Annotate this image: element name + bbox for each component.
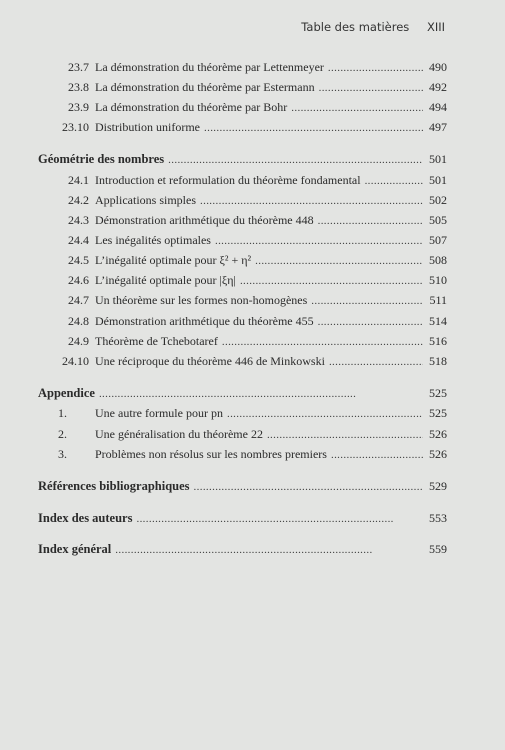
section-number: 1. [58, 406, 67, 420]
entry-title: L’inégalité optimale pour |ξη| [95, 273, 236, 287]
toc-entry [38, 233, 447, 249]
page-number: 501 [429, 152, 447, 166]
section-number: 23.10 [62, 120, 89, 134]
section-number: 24.7 [68, 293, 89, 307]
entry-title: Une réciproque du théorème 446 de Minkowski [95, 354, 325, 368]
entry-title: Introduction et reformulation du théorème fondamental [95, 173, 361, 187]
toc-entry [38, 314, 447, 330]
entry-title: Les inégalités optimales [95, 233, 211, 247]
section-number: 24.1 [68, 173, 89, 187]
entry-title: L’inégalité optimale pour ξ² + η² [95, 253, 252, 267]
section-number: 23.8 [68, 80, 89, 94]
section-number: 3. [58, 447, 67, 461]
entry-title: Distribution uniforme [95, 120, 200, 134]
leader-dots [215, 235, 423, 247]
section-number: 23.7 [68, 60, 89, 74]
toc-chapter [38, 152, 447, 168]
toc-chapter [38, 386, 447, 402]
page-number: 490 [429, 60, 447, 74]
page-number: 525 [429, 386, 447, 400]
header-page-number: XIII [426, 20, 445, 34]
entry-title: Une autre formule pour pn [95, 406, 223, 420]
toc-entry [38, 293, 447, 309]
section-number: 24.9 [68, 334, 89, 348]
running-header [301, 20, 445, 34]
page-number: 526 [429, 447, 447, 461]
leader-dots [255, 255, 423, 267]
leader-dots [291, 102, 423, 114]
page-number: 494 [429, 100, 447, 114]
section-number: 24.2 [68, 193, 89, 207]
page-number: 510 [429, 273, 447, 287]
page-number: 497 [429, 120, 447, 134]
toc-entry [38, 273, 447, 289]
page-number: 502 [429, 193, 447, 207]
section-number: 24.10 [62, 354, 89, 368]
leader-dots [204, 122, 423, 134]
page-number: 525 [429, 406, 447, 420]
chapter-title: Références bibliographiques [38, 479, 190, 493]
page-number: 501 [429, 173, 447, 187]
leader-dots [99, 388, 423, 400]
leader-dots [115, 544, 423, 556]
toc-entry [38, 253, 447, 269]
toc-entry [38, 354, 447, 370]
toc-chapter [38, 511, 447, 527]
entry-title: La démonstration du théorème par Lettenmeyer [95, 60, 324, 74]
leader-dots [318, 215, 423, 227]
page-number: 507 [429, 233, 447, 247]
header-title: Table des matières [301, 20, 410, 34]
section-number: 24.8 [68, 314, 89, 328]
page-number: 514 [429, 314, 447, 328]
leader-dots [331, 449, 423, 461]
leader-dots [227, 408, 423, 420]
page-number: 511 [429, 293, 447, 307]
toc-entry [38, 100, 447, 116]
chapter-title: Géométrie des nombres [38, 152, 165, 166]
toc-entry [38, 120, 447, 136]
toc-entry [38, 334, 447, 350]
page-number: 526 [429, 427, 447, 441]
leader-dots [194, 481, 423, 493]
leader-dots [222, 336, 423, 348]
page-number: 492 [429, 80, 447, 94]
section-number: 24.5 [68, 253, 89, 267]
page-number: 508 [429, 253, 447, 267]
leader-dots [267, 429, 423, 441]
entry-title: Théorème de Tchebotaref [95, 334, 218, 348]
page-number: 529 [429, 479, 447, 493]
entry-title: Une généralisation du théorème 22 [95, 427, 263, 441]
entry-title: Applications simples [95, 193, 196, 207]
chapter-title: Index des auteurs [38, 511, 133, 525]
leader-dots [240, 275, 423, 287]
chapter-title: Appendice [38, 386, 95, 400]
leader-dots [311, 295, 423, 307]
chapter-title: Index général [38, 542, 112, 556]
toc-entry [38, 213, 447, 229]
section-number: 23.9 [68, 100, 89, 114]
page-number: 559 [429, 542, 447, 556]
leader-dots [329, 356, 423, 368]
leader-dots [200, 195, 423, 207]
toc-entry [38, 173, 447, 189]
toc-entry [38, 60, 447, 76]
entry-title: Démonstration arithmétique du théorème 455 [95, 314, 314, 328]
toc-entry [38, 193, 447, 209]
toc-chapter [38, 542, 447, 558]
page-number: 518 [429, 354, 447, 368]
leader-dots [136, 513, 423, 525]
section-number: 2. [58, 427, 67, 441]
toc-entry [38, 406, 447, 422]
leader-dots [365, 175, 423, 187]
toc-entry [38, 80, 447, 96]
entry-title: Démonstration arithmétique du théorème 448 [95, 213, 314, 227]
section-number: 24.4 [68, 233, 89, 247]
leader-dots [319, 82, 423, 94]
entry-title: Un théorème sur les formes non-homogènes [95, 293, 308, 307]
toc-entry [38, 447, 447, 463]
entry-title: La démonstration du théorème par Estermann [95, 80, 315, 94]
toc-entry [38, 427, 447, 443]
toc-chapter [38, 479, 447, 495]
page-number: 553 [429, 511, 447, 525]
leader-dots [328, 62, 423, 74]
section-number: 24.3 [68, 213, 89, 227]
entry-title: Problèmes non résolus sur les nombres premiers [95, 447, 327, 461]
entry-title: La démonstration du théorème par Bohr [95, 100, 288, 114]
page-number: 516 [429, 334, 447, 348]
section-number: 24.6 [68, 273, 89, 287]
leader-dots [318, 316, 423, 328]
leader-dots [168, 154, 423, 166]
page-number: 505 [429, 213, 447, 227]
